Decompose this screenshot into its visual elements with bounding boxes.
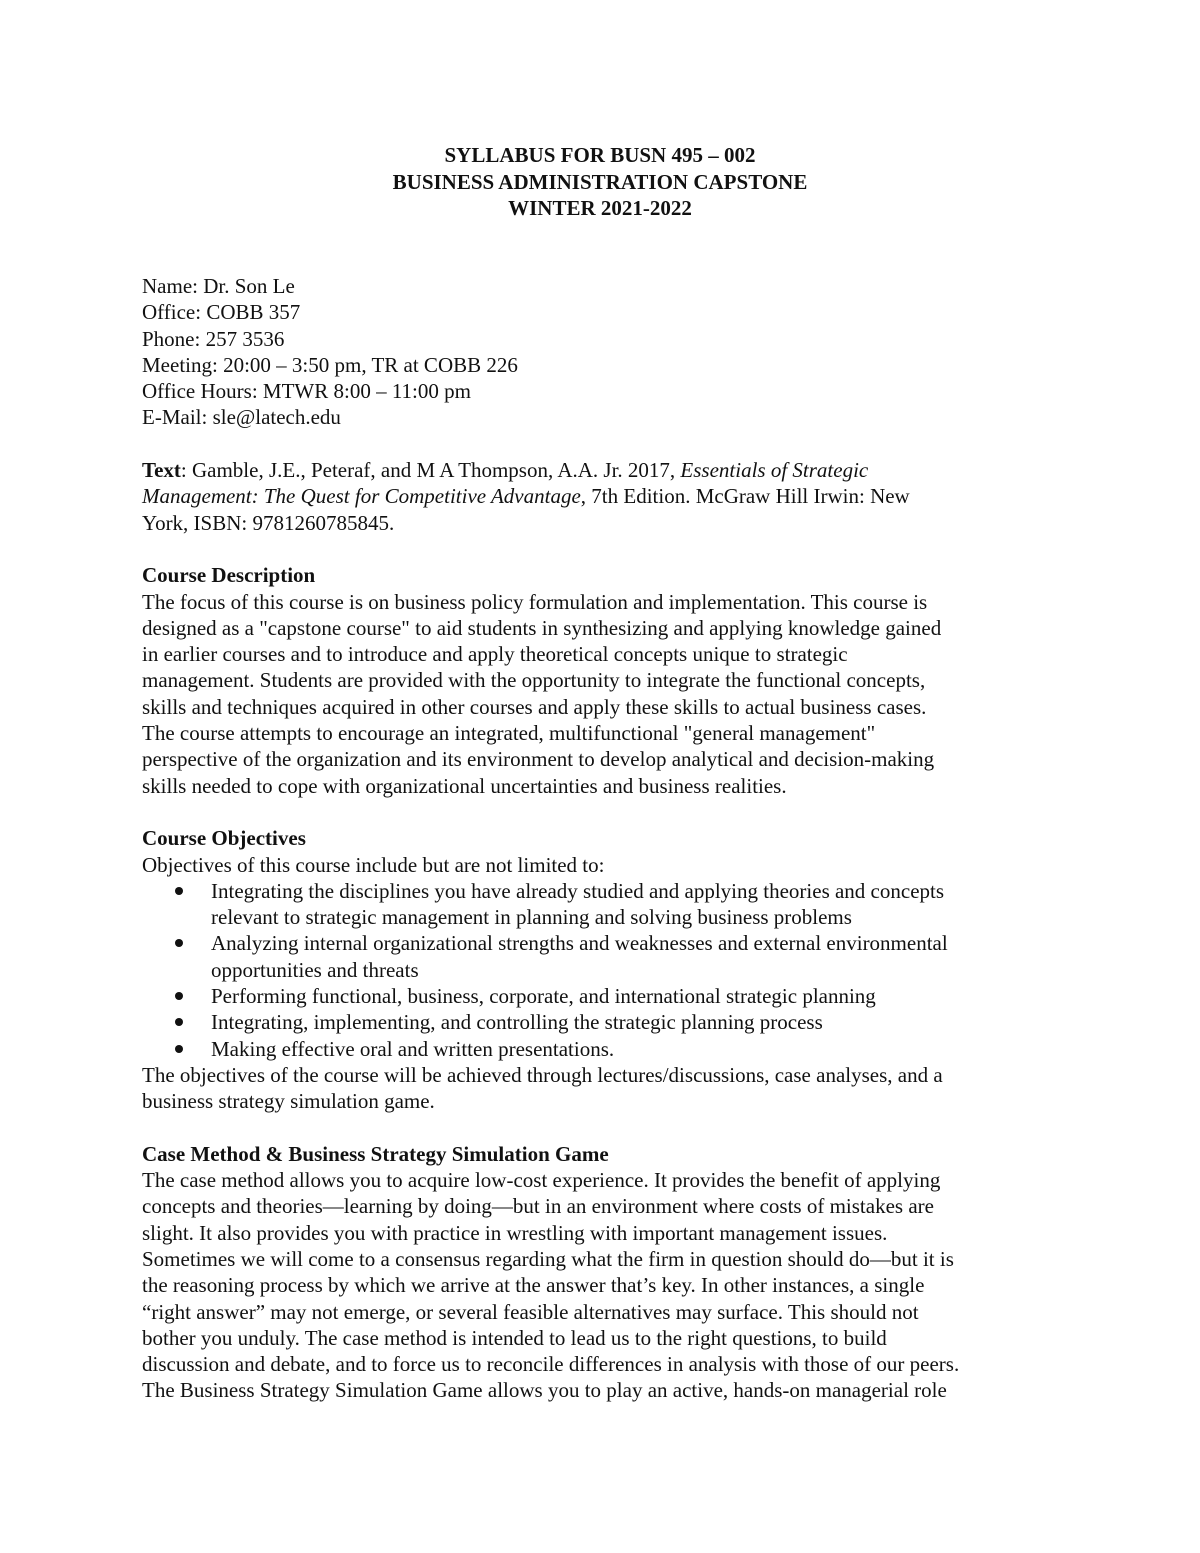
list-item	[142, 1009, 1062, 1035]
title-term: WINTER 2021-2022	[508, 196, 692, 220]
instructor-email: E-Mail: sle@latech.edu	[142, 405, 341, 430]
paragraph-line: concepts and theories—learning by doing—but in an environment where costs of mistakes are	[142, 1194, 934, 1219]
list-item	[142, 1036, 1062, 1062]
case-method-section	[142, 1141, 1062, 1404]
course-description-section	[142, 562, 1062, 799]
paragraph-line: designed as a "capstone course" to aid students in synthesizing and applying knowledge gained	[142, 615, 942, 640]
textbook-section	[142, 457, 1062, 536]
paragraph-line: Sometimes we will come to a consensus regarding what the firm in question should do—but it is	[142, 1246, 954, 1271]
paragraph-line: skills and techniques acquired in other courses and apply these skills to actual business cases.	[142, 694, 927, 719]
list-item-text: Integrating the disciplines you have already studied and applying theories and concepts	[211, 878, 945, 903]
paragraph-line: The Business Strategy Simulation Game allows you to play an active, hands-on managerial role	[142, 1378, 947, 1403]
title-course-name: BUSINESS ADMINISTRATION CAPSTONE	[392, 169, 808, 194]
paragraph-line: bother you unduly. The case method is intended to lead us to the right questions, to build	[142, 1325, 887, 1350]
paragraph-line: The course attempts to encourage an integrated, multifunctional "general management"	[142, 721, 876, 746]
title-course-code: SYLLABUS FOR BUSN 495 – 002	[444, 143, 756, 167]
list-item-text: Performing functional, business, corporate, and international strategic planning	[211, 984, 876, 1009]
list-item-text: opportunities and threats	[211, 957, 419, 982]
list-item	[142, 878, 1062, 931]
office-hours: Office Hours: MTWR 8:00 – 11:00 pm	[142, 379, 471, 404]
paragraph-line: perspective of the organization and its environment to develop analytical and decision-making	[142, 747, 935, 772]
textbook-authors: : Gamble, J.E., Peteraf, and M A Thompson, A.A. Jr. 2017,	[180, 458, 681, 483]
syllabus-body	[142, 273, 1062, 1404]
textbook-title-part2: Management: The Quest for Competitive Advantage	[142, 484, 581, 509]
objectives-list	[142, 878, 1062, 1062]
textbook-title-part1: Essentials of Strategic	[680, 458, 869, 483]
instructor-info	[142, 273, 1062, 431]
list-item-text: Making effective oral and written presentations.	[211, 1036, 615, 1061]
list-item-text: relevant to strategic management in planning and solving business problems	[211, 905, 852, 930]
paragraph-line: management. Students are provided with the opportunity to integrate the functional concepts,	[142, 668, 926, 693]
list-item	[142, 983, 1062, 1009]
instructor-name: Name: Dr. Son Le	[142, 274, 295, 298]
document-title	[0, 142, 1200, 222]
objectives-closing-line: The objectives of the course will be achieved through lectures/discussions, case analyses, and a	[142, 1062, 943, 1087]
paragraph-line: in earlier courses and to introduce and apply theoretical concepts unique to strategic	[142, 642, 848, 667]
paragraph-line: the reasoning process by which we arrive at the answer that’s key. In other instances, a single	[142, 1273, 925, 1298]
course-objectives-section	[142, 825, 1062, 1114]
textbook-label: Text	[142, 458, 181, 483]
instructor-office: Office: COBB 357	[142, 300, 301, 325]
case-method-heading: Case Method & Business Strategy Simulation Game	[142, 1141, 609, 1166]
paragraph-line: The focus of this course is on business policy formulation and implementation. This course is	[142, 589, 928, 614]
textbook-isbn: York, ISBN: 9781260785845.	[142, 510, 395, 535]
paragraph-line: discussion and debate, and to force us to reconcile differences in analysis with those of our peers.	[142, 1352, 960, 1377]
objectives-intro: Objectives of this course include but are not limited to:	[142, 852, 605, 877]
paragraph-line: skills needed to cope with organizational uncertainties and business realities.	[142, 773, 787, 798]
course-description-heading: Course Description	[142, 563, 316, 588]
instructor-phone: Phone: 257 3536	[142, 326, 285, 351]
paragraph-line: “right answer” may not emerge, or several feasible alternatives may surface. This should not	[142, 1299, 919, 1324]
paragraph-line: The case method allows you to acquire low-cost experience. It provides the benefit of applying	[142, 1168, 941, 1193]
paragraph-line: slight. It also provides you with practice in wrestling with important management issues.	[142, 1220, 888, 1245]
meeting-time: Meeting: 20:00 – 3:50 pm, TR at COBB 226	[142, 352, 518, 377]
list-item-text: Analyzing internal organizational strengths and weaknesses and external environmental	[211, 931, 948, 956]
textbook-edition: , 7th Edition. McGraw Hill Irwin: New	[580, 484, 910, 509]
course-objectives-heading: Course Objectives	[142, 826, 306, 851]
list-item-text: Integrating, implementing, and controlling the strategic planning process	[211, 1010, 823, 1035]
list-item	[142, 930, 1062, 983]
objectives-closing-line: business strategy simulation game.	[142, 1089, 435, 1114]
